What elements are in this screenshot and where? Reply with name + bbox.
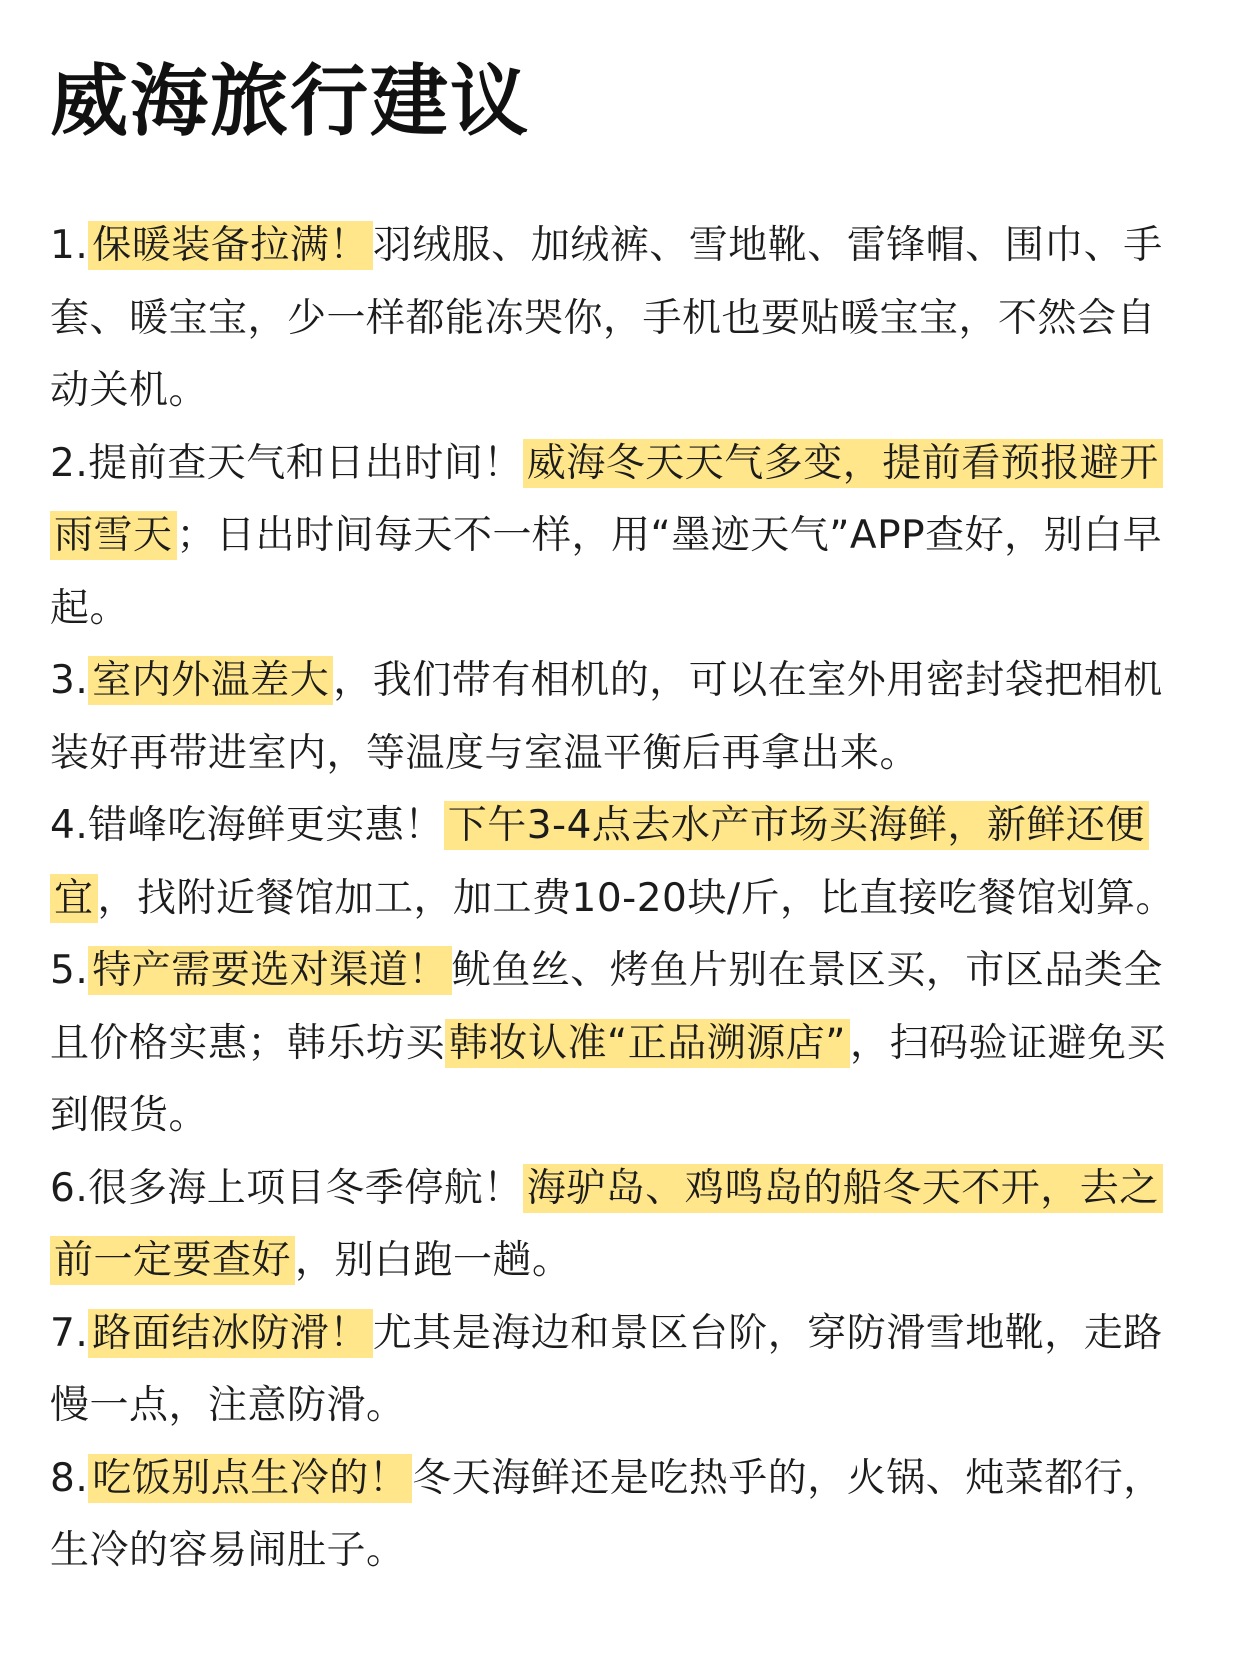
highlighted-text: 威海冬天天气多变，提前看预报避开雨雪天: [50, 439, 1163, 561]
tip-text: 2.提前查天气和日出时间！: [50, 440, 523, 486]
tip-text: ，扫码验证避免买到假货。: [50, 1020, 1166, 1138]
tip-text: 羽绒服、加绒裤、雪地靴、雷锋帽、围巾、手套、暖宝宝，少一样都能冻哭你，手机也要贴暖宝宝，不然会自动关机。: [50, 223, 1163, 413]
tip-text: ，别白跑一趟。: [295, 1238, 572, 1283]
tip-item-3: [50, 645, 1192, 790]
tip-item-5: [50, 935, 1192, 1153]
tip-text: 5.: [50, 948, 89, 993]
tip-text: ；日出时间每天不一样，用“墨迹天气”APP查好，别白早起。: [50, 513, 1163, 631]
tip-text: 6.很多海上项目冬季停航！: [50, 1165, 523, 1211]
tip-text: ，找附近餐馆加工，加工费10-20块/斤，比直接吃餐馆划算。: [97, 875, 1175, 921]
tip-text: 8.: [50, 1455, 89, 1501]
tip-text: ，我们带有相机的，可以在室外用密封袋把相机装好再带进室内，等温度与室温平衡后再拿出来。: [50, 658, 1163, 776]
highlighted-text: 下午3-4点去水产市场买海鲜，新鲜还便宜: [50, 801, 1149, 923]
tip-text: 鱿鱼丝、烤鱼片别在景区买，市区品类全且价格实惠；韩乐坊买: [50, 948, 1163, 1066]
highlighted-text: 特产需要选对渠道！: [88, 946, 452, 995]
tip-text: 7.: [50, 1310, 89, 1356]
page-title: 威海旅行建议: [50, 57, 531, 147]
highlighted-text: 韩妆认准“正品溯源店”: [445, 1019, 850, 1068]
tip-item-2: [50, 428, 1192, 646]
tip-text: 冬天海鲜还是吃热乎的，火锅、炖菜都行，生冷的容易闹肚子。: [50, 1455, 1163, 1573]
tip-item-8: [50, 1443, 1192, 1588]
tip-item-1: [50, 210, 1192, 428]
highlighted-text: 吃饭别点生冷的！: [88, 1454, 412, 1503]
highlighted-text: 保暖装备拉满！: [88, 221, 373, 270]
highlighted-text: 室内外温差大: [88, 656, 333, 705]
highlighted-text: 路面结冰防滑！: [88, 1309, 373, 1358]
highlighted-text: 海驴岛、鸡鸣岛的船冬天不开，去之前一定要查好: [50, 1164, 1163, 1286]
tips-list: [50, 210, 1192, 1588]
tip-text: 3.: [50, 658, 89, 703]
tip-item-6: [50, 1153, 1192, 1298]
tip-item-4: [50, 790, 1192, 935]
tip-text: 4.错峰吃海鲜更实惠！: [50, 803, 444, 848]
tip-text: 1.: [50, 223, 89, 268]
tip-item-7: [50, 1298, 1192, 1443]
tip-text: 尤其是海边和景区台阶，穿防滑雪地靴，走路慢一点，注意防滑。: [50, 1310, 1163, 1428]
